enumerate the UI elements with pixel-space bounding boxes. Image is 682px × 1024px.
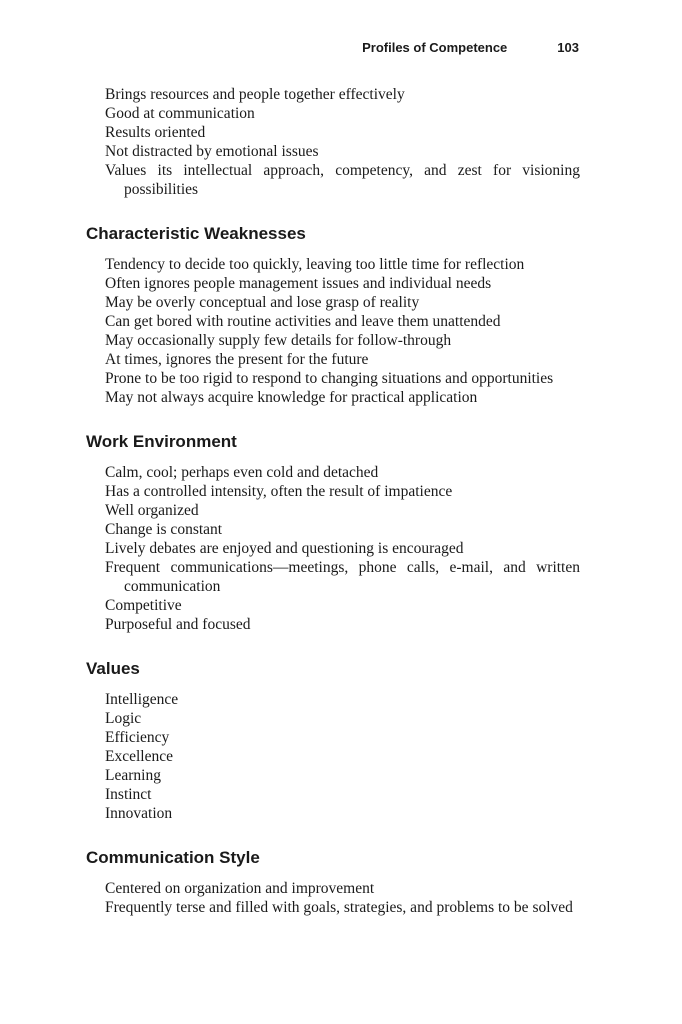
list-item: Prone to be too rigid to respond to changing situations and opportunities [105, 370, 554, 387]
list-item: Instinct [105, 786, 152, 803]
list-item: May be overly conceptual and lose grasp of reality [105, 294, 420, 311]
list-item: Centered on organization and improvement [105, 880, 375, 897]
list-item: Often ignores people management issues and individual needs [105, 275, 492, 292]
list-item: Innovation [105, 805, 173, 822]
communication-style-list [86, 879, 580, 917]
list-item: May not always acquire knowledge for practical application [105, 389, 478, 406]
list-item: Frequently terse and filled with goals, strategies, and problems to be solved [105, 899, 573, 916]
list-item: Change is constant [105, 521, 223, 538]
list-item: Brings resources and people together effectively [105, 86, 405, 103]
section-heading-work-environment: Work Environment [86, 432, 237, 451]
values-list [86, 690, 580, 823]
work-environment-list [86, 463, 580, 634]
list-item: Efficiency [105, 729, 170, 746]
weaknesses-list [86, 255, 580, 407]
list-item: Tendency to decide too quickly, leaving too little time for reflection [105, 256, 525, 273]
list-item: At times, ignores the present for the future [105, 351, 369, 368]
list-item: Lively debates are enjoyed and questioning is encouraged [105, 540, 464, 557]
list-item: Competitive [105, 597, 182, 614]
page-content [86, 85, 580, 917]
list-item: Has a controlled intensity, often the result of impatience [105, 483, 453, 500]
section-heading-values: Values [86, 659, 140, 678]
section-heading-communication-style: Communication Style [86, 848, 260, 867]
list-item: Results oriented [105, 124, 206, 141]
list-item: Purposeful and focused [105, 616, 251, 633]
list-item: Well organized [105, 502, 199, 519]
list-item: Excellence [105, 748, 173, 765]
list-item: Frequent communications—meetings, phone calls, e-mail, and written communication [105, 559, 580, 595]
list-item: Logic [105, 710, 142, 727]
list-item: Not distracted by emotional issues [105, 143, 319, 160]
list-item: Good at communication [105, 105, 255, 122]
strengths-list [86, 85, 580, 199]
running-head-title: Profiles of Competence [362, 40, 508, 55]
list-item: May occasionally supply few details for follow-through [105, 332, 452, 349]
list-item: Learning [105, 767, 161, 784]
list-item: Values its intellectual approach, competency, and zest for visioning possibilities [105, 162, 580, 198]
page-number: 103 [557, 40, 579, 55]
running-head [0, 40, 579, 55]
list-item: Calm, cool; perhaps even cold and detached [105, 464, 379, 481]
section-heading-weaknesses: Characteristic Weaknesses [86, 224, 306, 243]
list-item: Can get bored with routine activities and leave them unattended [105, 313, 501, 330]
list-item: Intelligence [105, 691, 179, 708]
